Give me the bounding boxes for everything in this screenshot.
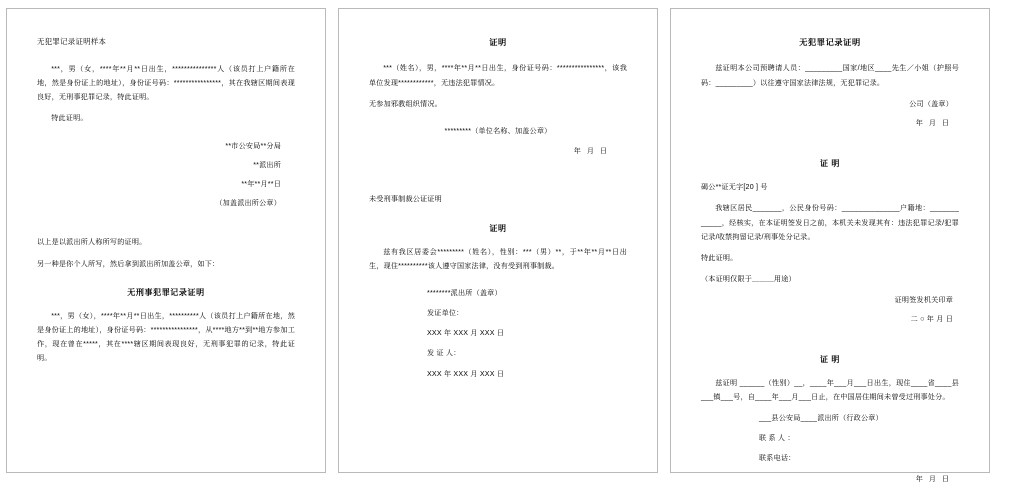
paragraph: 兹证明本公司预聘请人员：_________国家/地区____先生／小姐（护照号码：_________）以往遵守国家法律法规，无犯罪记录。 [701, 64, 959, 87]
document-page-3[interactable] [670, 8, 990, 483]
contact-person-label: 联 系 人 ： [759, 434, 795, 443]
seal-note: （加盖派出所公章） [215, 199, 281, 208]
issuer-seal-line: 证明签发机关印章 [894, 296, 953, 305]
paragraph: ***（姓名），男，****年**月**日出生，身份证号码：****************，该我单位发现************，无违法犯罪情况。 [369, 64, 627, 87]
issuer-label: 发证单位： [427, 309, 464, 318]
company-seal-line: 公司（盖章） [909, 99, 953, 108]
document-body-2 [369, 35, 627, 381]
paragraph: 无参加邪教组织情况。 [369, 99, 442, 108]
note-paragraph: 另一种是你个人所写，然后拿到派出所加盖公章，如下： [37, 259, 220, 268]
paragraph: ***，男（女，****年**月**日出生，***************人（该员打上户籍所在地，然是身份证上的地址），身份证号码：****************，其在我辖区期间表现良好，无刑事犯罪记录，特此证明。 [37, 64, 295, 102]
page-title-2: 证明 [489, 38, 507, 47]
signature-line: **市公安局**分局 [225, 141, 281, 150]
page-title-3: 无犯罪记录证明 [799, 38, 861, 47]
contact-phone-label: 联系电话： [759, 454, 796, 463]
issue-date: XXX 年 XXX 月 XXX 日 [427, 369, 505, 378]
issue-date: 年 月 日 [915, 118, 951, 127]
section-title: 证明 [489, 223, 507, 233]
issuer-line: ********派出所（盖章） [427, 288, 502, 297]
paragraph: 我辖区居民_______，公民身份号码：______________户籍地：____________，经核实，在本证明签发日之前，本机关未发现其有：违法犯罪记录/犯罪记录/收禁拘留记录/刑事处分记录。 [701, 204, 959, 241]
usage-note: （本证明仅限于＿＿＿用途） [701, 275, 796, 284]
issuer-person-label: 发 证 人： [427, 349, 461, 358]
issuer-line: ___县公安局____派出所（行政公章） [759, 414, 883, 423]
section-title: 无刑事犯罪记录证明 [127, 287, 205, 297]
issue-date: 年 月 日 [915, 474, 951, 483]
paragraph: 特此证明。 [51, 114, 88, 123]
document-body-1 [37, 35, 295, 365]
page-title-1: 无犯罪记录证明样本 [37, 37, 107, 46]
document-body-3 [701, 35, 959, 486]
paragraph: 兹有我区居委会*********（姓名），性别：***（男）**，于**年**月**日出生，现住**********该人遵守国家法律，没有受到刑事制裁。 [369, 247, 627, 270]
signature-date: **年**月**日 [241, 179, 281, 188]
paragraph: ***，男（女），****年**月**日出生，**********人（该员打上户籍所在地，然是身份证上的地址），身份证号码：****************，从****地方**到**地方参加工作，现在曾在*****，其在****辖区期间表现良好，无刑事犯罪的记录，特此证明。 [37, 311, 295, 363]
paragraph: 特此证明。 [701, 253, 738, 262]
paragraph: 兹证明 ______（性别）__，____年___月___日出生，现住____省____县___镇___号，自____年___月___日止，在中国居住期间未曾受过刑事处分。 [701, 378, 959, 401]
note-paragraph: 以上是以派出所人称所写的证明。 [37, 238, 147, 247]
section-title: 未受刑事制裁公证证明 [369, 195, 442, 204]
document-number: 碣公**证无字[20 ] 号 [701, 183, 768, 192]
document-page-1[interactable] [6, 8, 326, 473]
section-title: 证 明 [819, 159, 841, 169]
issue-date: XXX 年 XXX 月 XXX 日 [427, 329, 505, 338]
issuer-line: *********（单位名称、加盖公章） [444, 126, 552, 135]
signature-line: **派出所 [253, 160, 281, 169]
issue-date: 年 月 日 [573, 147, 609, 156]
section-title: 证 明 [819, 354, 841, 364]
issue-date: 二 ○ 年 月 日 [910, 315, 953, 324]
document-page-2[interactable] [338, 8, 658, 473]
